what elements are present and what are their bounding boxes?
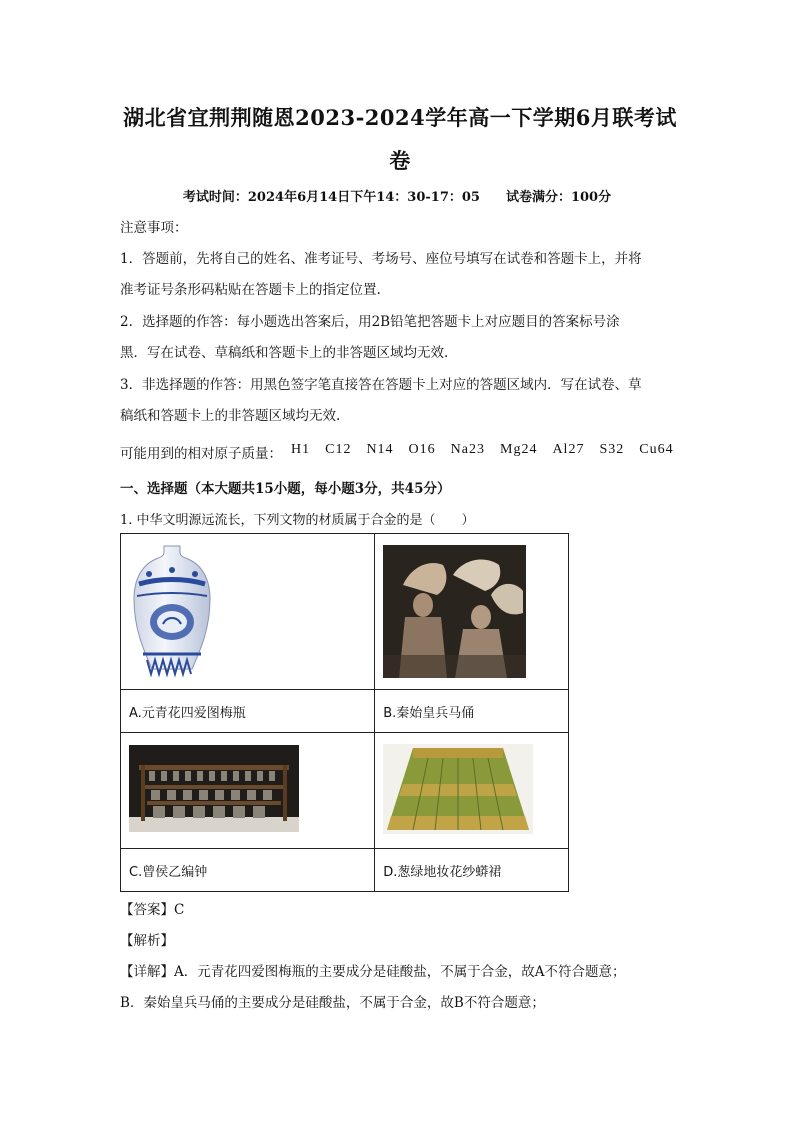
exam-info: 考试时间：2024年6月14日下午14：30-17：05 试卷满分：100分 <box>182 190 612 205</box>
option-b-label: B.秦始皇兵马俑 <box>375 690 569 733</box>
option-a-image-cell <box>121 534 375 690</box>
exam-title-line1: 湖北省宜荆荆随恩2023-2024学年高一下学期6月联考试 <box>123 105 677 130</box>
notice-item-2-line-1: 2．选择题的作答：每小题选出答案后，用2B铅笔把答题卡上对应题目的答案标号涂 <box>120 314 620 330</box>
answer-line: 【答案】C <box>120 902 185 918</box>
option-c-label: C.曾侯乙编钟 <box>121 849 375 892</box>
blue-white-vase-image <box>131 544 213 682</box>
atomic-mass-label: 可能用到的相对原子质量： <box>120 446 282 462</box>
notice-item-1-line-2: 准考证号条形码粘贴在答题卡上的指定位置. <box>120 282 381 298</box>
bianzhong-bells-image <box>129 745 299 832</box>
green-brocade-skirt-image <box>383 744 533 834</box>
terracotta-warriors-image <box>383 545 526 678</box>
option-b-image-cell <box>375 534 569 690</box>
notice-item-1-line-1: 1．答题前，先将自己的姓名、准考证号、考场号、座位号填写在试卷和答题卡上，并将 <box>120 251 642 267</box>
option-d-label: D.葱绿地妆花纱蟒裙 <box>375 849 569 892</box>
detail-line-1: 【详解】A．元青花四爱图梅瓶的主要成分是硅酸盐，不属于合金，故A不符合题意； <box>120 964 626 980</box>
option-c-image-cell <box>121 733 375 849</box>
detail-line-2: B．秦始皇兵马俑的主要成分是硅酸盐，不属于合金，故B不符合题意； <box>120 995 545 1011</box>
notice-heading: 注意事项： <box>120 220 188 236</box>
analysis-heading: 【解析】 <box>120 933 174 949</box>
question-1-options-table <box>120 533 569 892</box>
notice-item-2-line-2: 黑．写在试卷、草稿纸和答题卡上的非答题区域均无效. <box>120 345 449 361</box>
option-d-image-cell <box>375 733 569 849</box>
question-1-stem: 1. 中华文明源远流长，下列文物的材质属于合金的是（ ） <box>120 513 475 528</box>
atomic-mass-values: H1 C12 N14 O16 Na23 Mg24 Al27 S32 Cu64 <box>291 442 674 457</box>
option-a-label: A.元青花四爱图梅瓶 <box>121 690 375 733</box>
notice-item-3-line-2: 稿纸和答题卡上的非答题区域均无效. <box>120 408 341 424</box>
section-heading: 一、选择题（本大题共15小题，每小题3分，共45分） <box>120 481 451 497</box>
exam-title-line2: 卷 <box>389 148 411 173</box>
notice-item-3-line-1: 3．非选择题的作答：用黑色签字笔直接答在答题卡上对应的答题区域内．写在试卷、草 <box>120 377 642 393</box>
